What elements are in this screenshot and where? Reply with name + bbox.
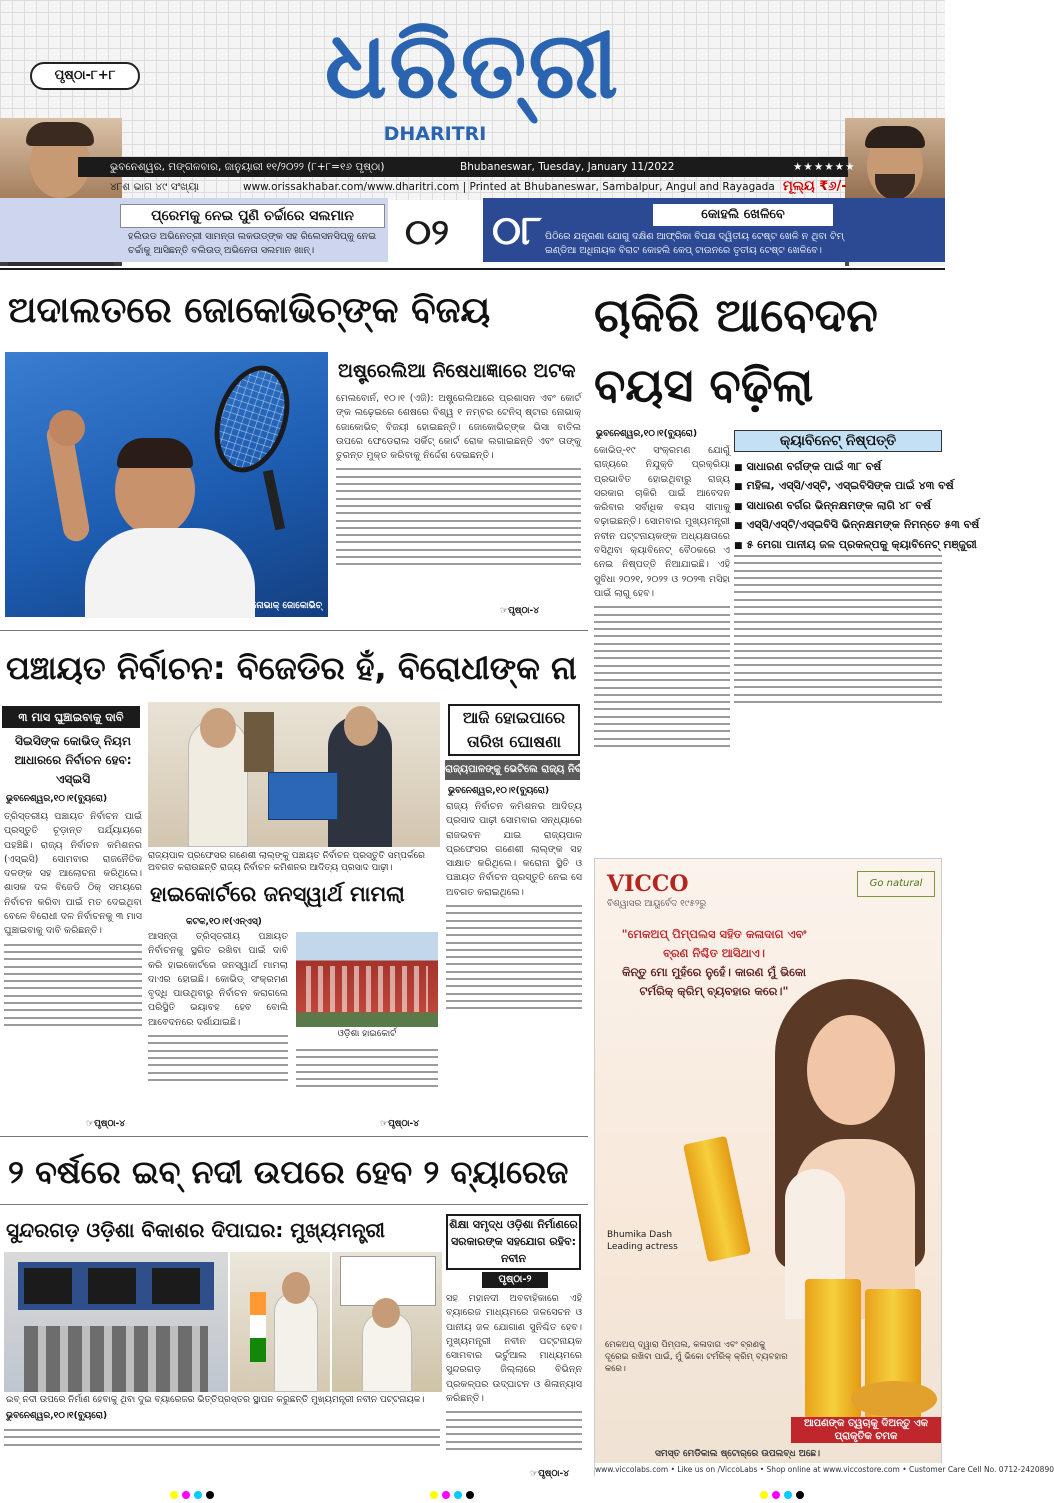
djokovic-photo [5, 352, 328, 617]
jobs-body-col-1: କୋଭିଡ୍-୧୯ ସଂକ୍ରମଣ ଯୋଗୁଁ ରାଜ୍ୟରେ ନିଯୁକ୍ତି ପ୍ରକ୍ରିୟା ପ୍ରଭାବିତ ହୋଇଥିବାରୁ ରାଜ୍ୟ ସରକାର ଚାକିରି ପାଇଁ ଆବେଦନ କରିବାର ସର୍ବାଧିକ ବୟସ ସୀମାକୁ ବଢ଼ାଇଛନ୍ତି। ସୋମବାର ମୁଖ୍ୟମନ୍ତ୍ରୀ ନବୀନ ପଟ୍ଟନାୟକଙ୍କ ଅଧ୍ୟକ୍ଷତାରେ ବସିଥିବା କ୍ୟାବିନେଟ୍ ବୈଠକରେ ଏ ନେଇ ନିଷ୍ପତ୍ତି ନିଆଯାଇଛି। ଏହି ସୁବିଧା ୨୦୨୧, ୨୦୨୨ ଓ ୨୦୨୩ ମସିହା ପାଇଁ ଲାଗୁ ହେବ। [594, 444, 730, 854]
governor-meeting-photo [148, 702, 440, 847]
sundargarh-body-right: ସହ ମହାନଦୀ ଅବବାହିକାରେ ଏହି ବ୍ୟାରେଜ ମାଧ୍ୟମରେ ଜଳସେଚନ ଓ ପାନୀୟ ଜଳ ଯୋଗାଣ ସୁନିଶ୍ଚିତ ହେବ। ମୁଖ୍ୟମନ୍ତ୍ରୀ ନବୀନ ପଟ୍ଟନାୟକ ସୋମବାର ଭର୍ଚୁଆଲ ମାଧ୍ୟମରେ ସୁନ୍ଦରଗଡ଼ ଜିଲ୍ଲାରେ ବିଭିନ୍ନ ପ୍ରକଳ୍ପର ଉଦ୍‌ଘାଟନ ଓ ଶିଳାନ୍ୟାସ କରିଛନ୍ତି। [446, 1292, 582, 1474]
teaser-salman-text: ହଲିଉଡ ଅଭିନେତ୍ରୀ ସାମନ୍ତା ଲକଉଡ୍‌ଙ୍କ ସହ ରିଲେସନସିପ୍‌କୁ ନେଇ ଚର୍ଚ୍ଚାକୁ ଆସିଛନ୍ତି ବଲିଉଡ୍ ଅଭିନେତା ସଲମାନ ଖାନ୍। [128, 231, 377, 256]
cabinet-item: ■ ସାଧାରଣ ବର୍ଗଙ୍କ ପାଇଁ ୩୮ ବର୍ଷ [734, 458, 944, 477]
page-count-badge: ପୃଷ୍ଠା-୮+୮ [30, 62, 140, 90]
djokovic-body: ମେଲବୋର୍ନ, ୧୦।୧ (ଏଜି): ଅଷ୍ଟ୍ରେଲିଆରେ ପ୍ରଶାସନ ଏବଂ କୋର୍ଟ ଙ୍କ ଲଢ଼େଇରେ ଶେଷରେ ବିଶ୍ୱ ୧ ନମ୍ବର ଟେନିସ୍ ଷ୍ଟାର ନୋଭାକ୍ ଜୋକୋଭିଚ୍ ବିଜୟୀ ହୋଇଛନ୍ତି। ଜୋକୋଭିଚ୍‌ଙ୍କ ଭିସା ବାତିଲ ଉପରେ ଫେଡେରାଲ ସର୍କିଟ୍ କୋର୍ଟ ରୋକ ଲଗାଇଛନ୍ତି ଏବଂ ତାଙ୍କୁ ତୁରନ୍ତ ମୁକ୍ତ କରିବାକୁ ନିର୍ଦ୍ଦେଶ ଦେଇଛନ୍ତି। [336, 392, 581, 607]
jobs-dateline: ଭୁବନେଶ୍ୱର,୧୦।୧(ବ୍ୟୁରୋ) [596, 429, 698, 439]
ad-model-image [745, 969, 945, 1319]
divider [0, 630, 588, 631]
date-english: Bhubaneswar, Tuesday, January 11/2022 [460, 161, 675, 173]
divider [0, 1204, 588, 1205]
barrage-photo-caption: ଇବ୍ ନଦୀ ଉପରେ ନିର୍ମାଣ ହେବାକୁ ଥିବା ଦୁଇ ବ୍ୟାରେଜର ଭିତ୍ତିପ୍ରସ୍ତର ସ୍ଥାପନ କରୁଛନ୍ତି ମୁଖ୍ୟମନ୍ତ୍ରୀ ନବୀନ ପଟ୍ଟନାୟକ। [6, 1395, 425, 1405]
education-teaser-page[interactable]: ପୃଷ୍ଠା-୨ [482, 1272, 548, 1288]
ad-copy-line-1: "ମେକଅପ୍ ପିମ୍ପଲସ ସହିତ କଳାଦାଗ ଏବଂ ବ୍ରଣ ନିଶ୍ଚିତ ଆସିଥାଏ। [621, 927, 807, 960]
ad-brand: VICCO [607, 871, 689, 897]
vicco-advertisement[interactable] [594, 858, 1054, 1476]
announcement-kicker: ଆଜି ହୋଇପାରେ ତାରିଖ ଘୋଷଣା [448, 704, 580, 756]
cabinet-item: ■ ମହିଳା, ଏସ୍‌ସି/ଏସ୍‌ଟି, ଏସ୍‌ଇବିସିଙ୍କ ପାଇଁ ୪୩ ବର୍ଷ [734, 477, 944, 496]
divider [0, 1136, 588, 1137]
sundargarh-headline[interactable]: ସୁନ୍ଦରଗଡ଼ ଓଡ଼ିଶା ବିକାଶର ଦିପାଘର: ମୁଖ୍ୟମନ୍ତ୍ରୀ [6, 1218, 385, 1242]
cabinet-decision-heading: କ୍ୟାବିନେଟ୍ ନିଷ୍ପତ୍ତି [734, 430, 942, 452]
panchayat-subhead: ସିଇସିଙ୍କ କୋଭିଡ୍ ନିୟମ ଆଧାରରେ ନିର୍ବାଚନ ହେବ: ଏସ୍‌ଇସି [14, 734, 132, 786]
highcourt-body-col-2 [296, 1044, 438, 1128]
highcourt-photo-caption: ଓଡ଼ିଶା ହାଇକୋର୍ଟ [337, 1029, 397, 1039]
teaser-salman[interactable] [0, 198, 388, 262]
cabinet-item: ■ ୫ ମେଗା ପାନୀୟ ଜଳ ପ୍ରକଳ୍ପକୁ କ୍ୟାବିନେଟ୍ ମଞ୍ଜୁରୀ [734, 536, 944, 555]
panchayat-continued-link[interactable]: ☞ପୃଷ୍ଠା-୪ [86, 1119, 126, 1129]
panchayat-tag: ୩ ମାସ ଘୁଞ୍ଚାଇବାକୁ ଦାବି [2, 706, 140, 728]
sundargarh-dateline: ଭୁବନେଶ୍ୱର,୧୦।୧(ବ୍ୟୁରୋ) [6, 1411, 108, 1421]
teaser-kohli-text: ପିଠିରେ ଯନ୍ତ୍ରଣା ଯୋଗୁ ଦକ୍ଷିଣ ଆଫ୍ରିକା ବିପକ୍ଷ ଦ୍ୱିତୀୟ ଟେଷ୍ଟ ଖେଳି ନ ଥିବା ଟିମ୍ ଇଣ୍ଡିଆ ଅଧିନାୟକ ବିରାଟ କୋହଲି କେପ୍ ଟାଉନରେ ତୃତୀୟ ଟେଷ୍ଟ ଖେଳିବେ। [545, 231, 844, 256]
print-registration-marks [430, 1484, 478, 1492]
ad-product-tube [683, 1136, 751, 1263]
cabinet-item: ■ ସାଧାରଣ ବର୍ଗର ଭିନ୍ନକ୍ଷମଙ୍କ ଲାଗି ୪୮ ବର୍ଷ [734, 497, 944, 516]
teaser-page-number-right: ୦୮ [492, 207, 542, 254]
highcourt-building-photo [296, 932, 438, 1027]
education-teaser-box[interactable]: ଶିକ୍ଷା ସମୃଦ୍ଧ ଓଡ଼ିଶା ନିର୍ମାଣରେ ସରକାରଙ୍କ ସହଯୋଗ ରହିବ: ନବୀନ [446, 1214, 581, 1270]
highcourt-continued-link[interactable]: ☞ପୃଷ୍ଠା-୪ [380, 1119, 420, 1129]
jobs-body-col-2 [734, 550, 942, 854]
ad-contact-footer[interactable]: www.viccolabs.com • Like us on /ViccoLabs • Shop online at www.viccostore.com • Customer Care Cell No. 0712-2420890 [595, 1463, 943, 1477]
ministers-photo [332, 1252, 442, 1392]
governor-meet-bar: ରାଜ୍ୟପାଳଙ୍କୁ ଭେଟିଲେ ରାଜ୍ୟ ନିର୍ବାଚନ କମିଶନର [445, 760, 580, 780]
barrage-headline[interactable]: ୨ ବର୍ଷରେ ଇବ୍ ନଦୀ ଉପରେ ହେବ ୨ ବ୍ୟାରେଜ [8, 1153, 569, 1191]
djokovic-subhead: ଅଷ୍ଟ୍ରେଲିଆ ନିଷେଧାଜ୍ଞାରେ ଅଟକ [338, 360, 576, 382]
panchayat-headline[interactable]: ପଞ୍ଚାୟତ ନିର୍ବାଚନ: ବିଜେଡିର ହଁ, ବିରୋଧୀଙ୍କ ନା [6, 649, 577, 687]
ad-slogan-banner: ଆପଣଙ୍କ ତ୍ୱଚାକୁ ଦିଅନ୍ତୁ ଏକ ପ୍ରାକୃତିକ ଚମକ [791, 1417, 941, 1443]
jobs-headline-line-1[interactable]: ଚାକିରି ଆବେଦନ [594, 288, 878, 342]
ad-natural-badge: Go natural [857, 871, 935, 897]
ad-model-caption: Bhumika Dash Leading actress [607, 1230, 678, 1252]
subline [78, 178, 848, 196]
governor-photo-caption: ରାଜ୍ୟପାଳ ପ୍ରଫେସର ଗଣେଶୀ ଲାଲ୍‌ଙ୍କୁ ପଞ୍ଚାୟତ ନିର୍ବାଚନ ପ୍ରସ୍ତୁତି ସମ୍ପର୍କରେ ଅବଗତ କରାଉଛନ୍ତି ରାଜ୍ୟ ନିର୍ବାଚନ କମିଶନର ଆଦିତ୍ୟ ପ୍ରସାଦ ପାଢ଼ୀ। [148, 851, 425, 873]
masthead-divider [0, 268, 945, 270]
panchayat-body: ତ୍ରିସ୍ତରୀୟ ପଞ୍ଚାୟତ ନିର୍ବାଚନ ପାଇଁ ପ୍ରସ୍ତୁତି ଚୂଡ଼ାନ୍ତ ପର୍ଯ୍ୟାୟରେ ପହଞ୍ଚିଛି। ରାଜ୍ୟ ନିର୍ବାଚନ କମିଶନର (ଏସ୍‌ଇସି) ସୋମବାର ରାଜନୈତିକ ଦଳଙ୍କ ସହ ଆଲୋଚନା କରିଥିଲେ। ଶାସକ ଦଳ ବିଜେଡି ଠିକ୍ ସମୟରେ ନିର୍ବାଚନ କରିବା ପାଇଁ ମତ ଦେଇଥିବା ବେଳେ ବିରୋଧୀ ଦଳ ନିର୍ବାଚନକୁ ୩ ମାସ ଘୁଞ୍ଚାଇବାକୁ ଦାବି କରିଛନ୍ତି। [4, 810, 142, 1128]
newspaper-logo: ଧରିତ୍ରୀ [324, 11, 621, 119]
print-registration-marks [760, 1484, 808, 1492]
panchayat-dateline: ଭୁବନେଶ୍ୱର,୧୦।୧(ବ୍ୟୁରୋ) [6, 794, 108, 804]
dateline-bar [78, 157, 856, 177]
ad-availability: ସମସ୍ତ ମେଡିକାଲ ଷ୍ଟୋର୍‌ରେ ଉପଲବ୍ଧ ଅଛେ। [655, 1449, 821, 1459]
jobs-headline-line-2[interactable]: ବୟସ ବଢ଼ିଲା [594, 358, 814, 412]
highcourt-headline[interactable]: ହାଇକୋର୍ଟରେ ଜନସ୍ୱାର୍ଥ ମାମଲା [150, 882, 405, 906]
print-registration-marks [170, 1484, 218, 1492]
side-dateline: ଭୁବନେଶ୍ୱର,୧୦।୧(ବ୍ୟୁରୋ) [448, 786, 550, 796]
chief-minister-photo [230, 1252, 330, 1392]
price: ମୂଲ୍ୟ ₹୬/- [783, 179, 847, 194]
highcourt-body-col-1: ଆସନ୍ତା ତ୍ରିସ୍ତରୀୟ ପଞ୍ଚାୟତ ନିର୍ବାଚନକୁ ସ୍ଥଗିତ ରଖିବା ପାଇଁ ଦାବି କରି ହାଇକୋର୍ଟରେ ଜନସ୍ୱାର୍ଥ ମାମଲା ଦାଏର ହୋଇଛି। କୋଭିଡ୍ ସଂକ୍ରମଣ ବୃଦ୍ଧି ପାଉଥିବାରୁ ନିର୍ବାଚନ କରାଗଲେ ପରିସ୍ଥିତି ଭୟାବହ ହେବ ବୋଲି ଆବେଦନରେ ଦର୍ଶାଯାଇଛି। [148, 930, 288, 1128]
highcourt-dateline: କଟକ,୧୦।୧(ଏନ୍‌ଏସ୍) [186, 917, 262, 927]
date-odia: ଭୁବନେଶ୍ୱର, ମଙ୍ଗଳବାର, ଜାନୁୟାରୀ ୧୧/୨୦୨୨ (୮+୮=୧୬ ପୃଷ୍ଠା) [110, 161, 385, 173]
ad-copy-line-2: କିନ୍ତୁ ମୋ ମୁହଁରେ ନୁହେଁ। କାରଣ ମୁଁ ଭିକୋ ଟର୍ମରିକ୍ କ୍ରିମ୍ ବ୍ୟବହାର କରେ।" [621, 965, 807, 998]
teaser-page-number-left: ୦୨ [405, 211, 449, 253]
djokovic-photo-caption: ନୋଭାକ୍ ଜୋକୋଭିଚ୍ [251, 601, 322, 611]
sundargarh-continued-link[interactable]: ☞ପୃଷ୍ଠା-୪ [530, 1469, 570, 1479]
sundargarh-body-left [4, 1424, 440, 1480]
ad-body-text: ମେକଅପ୍ ଦ୍ୱାରା ପିମ୍ପଲ, କଳାଦାଗ ଏବଂ ବ୍ରଣକୁ ଦୂରେଇ ରଖିବା ପାଇଁ, ମୁଁ ଭିକୋ ଟର୍ମରିକ୍ କ୍ରିମ୍ ବ୍ୟବହାର କରେ। [605, 1340, 788, 1374]
website-print-info: www.orissakhabar.com/www.dharitri.com | Printed at Bhubaneswar, Sambalpur, Angul and Rayagada [243, 181, 775, 193]
teaser-kohli-title: କୋହଲି ଖେଳିବେ [653, 204, 833, 226]
teaser-salman-title: ପ୍ରେମକୁ ନେଇ ପୁଣି ଚର୍ଚ୍ଚାରେ ସଲମାନ [120, 204, 385, 228]
barrage-foundation-photo [4, 1252, 228, 1392]
edition-stars: ★★★★★★ [793, 161, 856, 173]
ad-tagline: ବିଶ୍ୱାସର ଆୟୁର୍ବେଦ ୧୯୫୨ରୁ [607, 899, 707, 909]
volume-number: ୪୮ଶ ଭାଗ ୪୯ ସଂଖ୍ୟା [110, 181, 200, 193]
newspaper-logo-english: DHARITRI [383, 123, 487, 145]
turmeric-powder [851, 1381, 937, 1417]
cabinet-item: ■ ଏସ୍‌ସି/ଏସ୍‌ଟି/ଏସ୍‌ଇବିସି ଭିନ୍ନକ୍ଷମଙ୍କ ନିମନ୍ତେ ୫୩ ବର୍ଷ [734, 516, 944, 535]
cabinet-decision-list [734, 458, 980, 555]
governor-meet-body: ରାଜ୍ୟ ନିର୍ବାଚନ କମିଶନର ଆଦିତ୍ୟ ପ୍ରସାଦ ପାଢ଼ୀ ସୋମବାର ସନ୍ଧ୍ୟାରେ ରାଜଭବନ ଯାଇ ରାଜ୍ୟପାଳ ପ୍ରଫେସର ଗଣେଶୀ ଲାଲ୍‌ଙ୍କ ସହ ସାକ୍ଷାତ କରିଥିଲେ। କରୋନା ସ୍ଥିତି ଓ ପଞ୍ଚାୟତ ନିର୍ବାଚନ ପ୍ରସ୍ତୁତି ନେଇ ସେ ଅବଗତ କରାଇଥିଲେ। [446, 800, 582, 1125]
djokovic-continued-link[interactable]: ☞ପୃଷ୍ଠା-୪ [500, 606, 540, 616]
djokovic-headline[interactable]: ଅଦାଲତରେ ଜୋକୋଭିଚ୍‌ଙ୍କ ବିଜୟ [8, 290, 491, 331]
